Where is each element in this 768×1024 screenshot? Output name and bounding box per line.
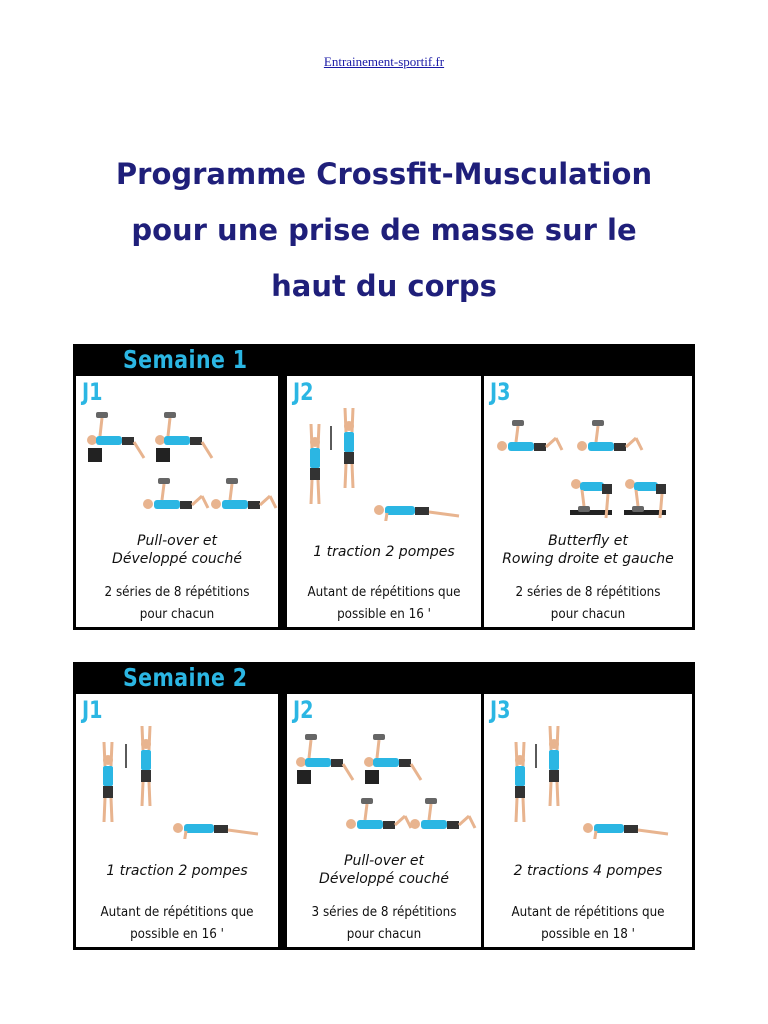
day-label: J2 xyxy=(293,378,314,406)
day-label: J1 xyxy=(82,696,103,724)
week-2-day-2 xyxy=(287,694,481,947)
pullup-pushup-illustration xyxy=(287,376,481,521)
pullup-pushup-illustration xyxy=(484,694,692,839)
exercise-name: Butterfly et Rowing droite et gauche xyxy=(502,533,674,567)
exercise-name: 2 tractions 4 pompes xyxy=(513,863,663,879)
exercise-reps: 2 séries de 8 répétitions pour chacun xyxy=(104,585,250,622)
week-2-title: Semaine 2 xyxy=(123,663,248,692)
exercise-name: 1 traction 2 pompes xyxy=(313,544,455,560)
butterfly-row-illustration xyxy=(484,376,692,521)
title-line-2: pour une prise de masse sur le xyxy=(131,213,637,247)
week-1-title: Semaine 1 xyxy=(123,345,248,374)
week-1-day-3 xyxy=(484,376,692,627)
page-title xyxy=(40,146,728,314)
title-line-1: Programme Crossfit-Musculation xyxy=(115,157,653,191)
day-label: J3 xyxy=(490,696,511,724)
week-2-day-1 xyxy=(76,694,278,947)
week-1-day-1 xyxy=(76,376,278,627)
week-2-header xyxy=(73,662,695,694)
day-label: J2 xyxy=(293,696,314,724)
site-link[interactable]: Entrainement-sportif.fr xyxy=(323,54,445,69)
exercise-reps: Autant de répétitions que possible en 16 ' xyxy=(307,585,461,622)
week-1-day-2 xyxy=(287,376,481,627)
pullup-pushup-illustration xyxy=(76,694,278,839)
week-2-day-3 xyxy=(484,694,692,947)
exercise-reps: 3 séries de 8 répétitions pour chacun xyxy=(311,905,457,942)
exercise-reps: Autant de répétitions que possible en 18 ' xyxy=(511,905,665,942)
week-1-header xyxy=(73,344,695,376)
pullover-bench-press-illustration xyxy=(76,376,278,521)
exercise-name: 1 traction 2 pompes xyxy=(106,863,248,879)
exercise-name: Pull-over et Développé couché xyxy=(319,853,449,887)
pullover-bench-press-illustration xyxy=(287,694,481,839)
day-label: J1 xyxy=(82,378,103,406)
week-2-table xyxy=(73,662,695,950)
exercise-reps: 2 séries de 8 répétitions pour chacun xyxy=(515,585,661,622)
day-label: J3 xyxy=(490,378,511,406)
exercise-name: Pull-over et Développé couché xyxy=(112,533,242,567)
title-line-3: haut du corps xyxy=(271,269,497,303)
week-1-table xyxy=(73,344,695,630)
exercise-reps: Autant de répétitions que possible en 16 ' xyxy=(100,905,254,942)
